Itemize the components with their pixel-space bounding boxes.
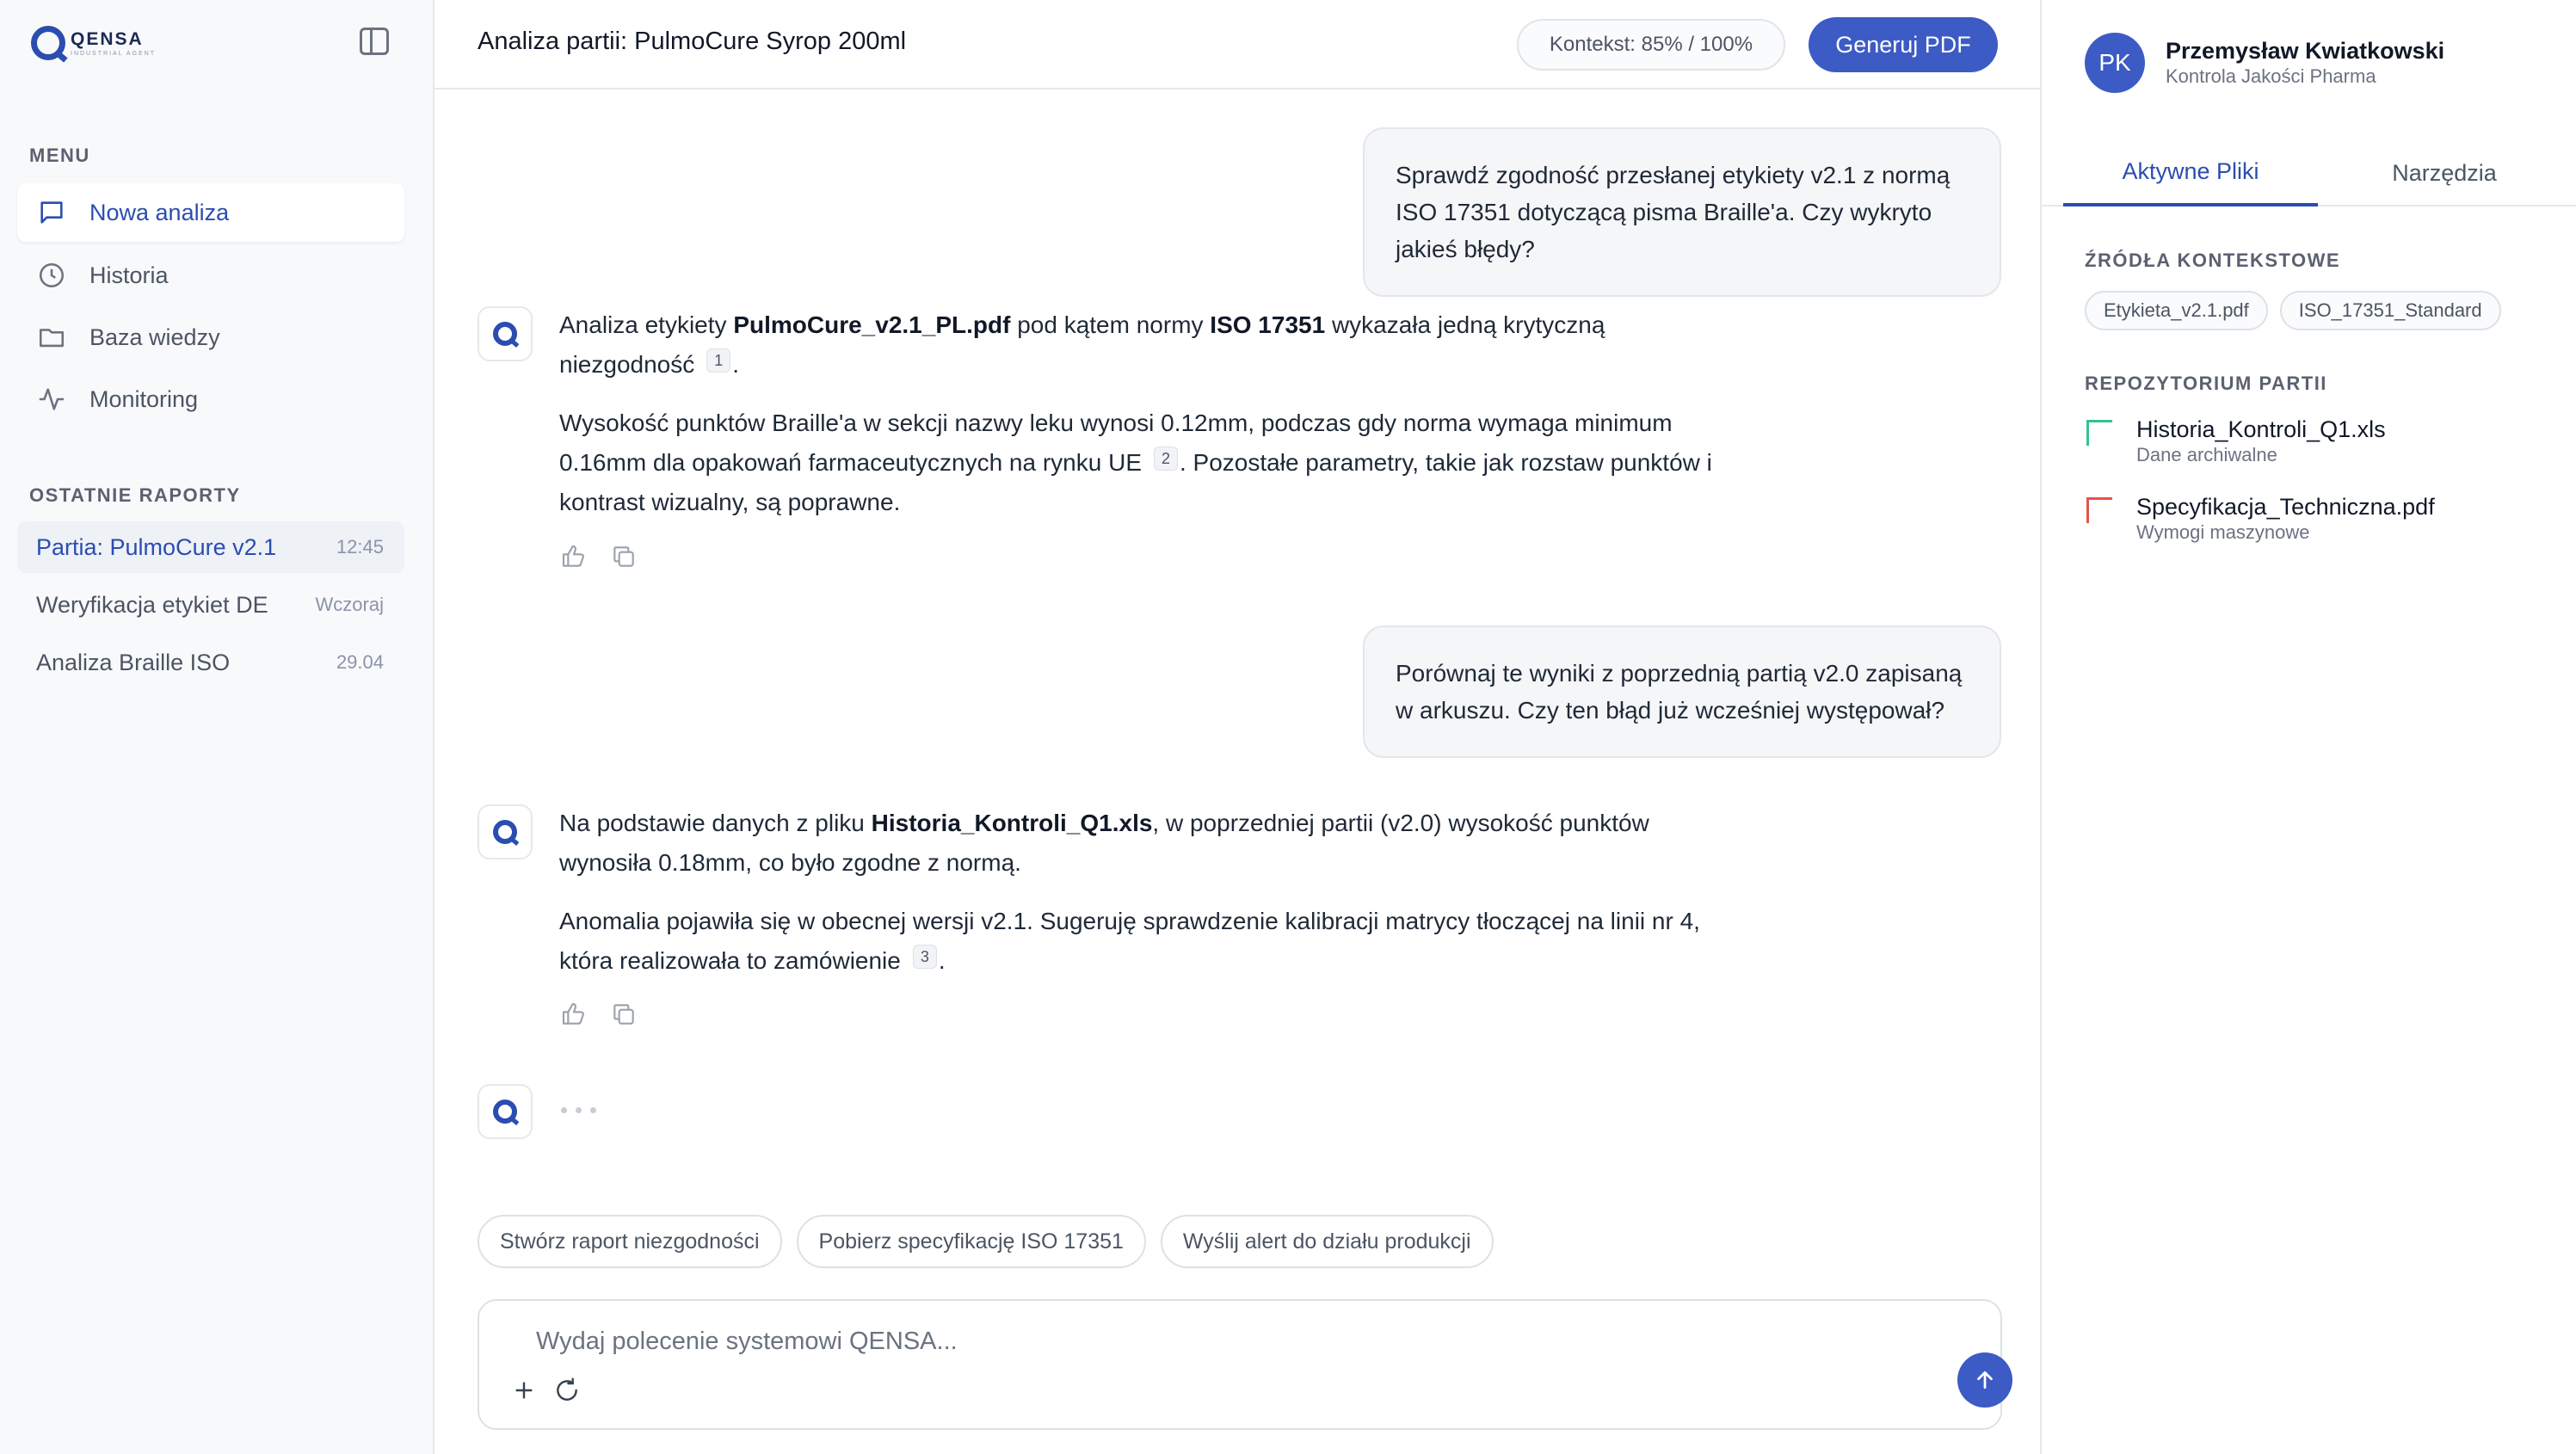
sources-label: ŹRÓDŁA KONTEKSTOWE xyxy=(2085,250,2341,271)
message-text: . xyxy=(732,351,740,378)
suggestion-chip[interactable]: Pobierz specyfikację ISO 17351 xyxy=(797,1215,1146,1268)
arrow-up-icon xyxy=(1972,1367,1998,1393)
main-header xyxy=(434,0,2040,89)
typing-indicator xyxy=(561,1107,596,1113)
file-reference: Historia_Kontroli_Q1.xls xyxy=(871,810,1153,836)
activity-icon xyxy=(36,384,67,415)
report-item[interactable] xyxy=(17,637,404,688)
sidebar-item-label: Monitoring xyxy=(89,385,199,412)
source-tag[interactable]: Etykieta_v2.1.pdf xyxy=(2085,291,2268,330)
qensa-logo-icon xyxy=(493,820,517,844)
send-button[interactable] xyxy=(1957,1352,2012,1408)
sidebar-item-historia[interactable] xyxy=(17,246,404,305)
assistant-message xyxy=(559,804,1712,1000)
typing-dot xyxy=(590,1107,596,1113)
composer-tools xyxy=(508,1375,582,1406)
message-text: pod kątem normy xyxy=(1010,311,1211,338)
logo-tagline: INDUSTRIAL AGENT xyxy=(71,50,157,57)
spreadsheet-file-icon xyxy=(2086,420,2112,446)
user-name: Przemysław Kwiatkowski xyxy=(2166,38,2445,64)
user-role: Kontrola Jakości Pharma xyxy=(2166,65,2376,87)
repository-label: REPOZYTORIUM PARTII xyxy=(2085,373,2327,394)
file-name: Historia_Kontroli_Q1.xls xyxy=(2136,416,2386,442)
suggestion-chip[interactable]: Wyślij alert do działu produkcji xyxy=(1161,1215,1494,1268)
assistant-avatar xyxy=(478,306,533,361)
user-message: Sprawdź zgodność przesłanej etykiety v2.1 z normą ISO 17351 dotyczącą pisma Braille'a. Czy wykryto jakieś błędy? xyxy=(1363,127,2001,297)
context-panel xyxy=(2040,0,2576,1454)
tab-narzedzia[interactable]: Narzędzia xyxy=(2392,159,2497,186)
suggestion-chip[interactable]: Stwórz raport niezgodności xyxy=(478,1215,782,1268)
message-text: wykazała jedną krytyczną niezgodność xyxy=(559,311,1605,378)
report-item[interactable] xyxy=(17,521,404,573)
sidebar-item-monitoring[interactable] xyxy=(17,370,404,428)
message-actions xyxy=(559,1000,638,1029)
plus-icon[interactable] xyxy=(508,1375,539,1406)
report-title: Analiza Braille ISO xyxy=(36,649,231,675)
pdf-file-icon xyxy=(2086,497,2112,523)
generate-pdf-button[interactable]: Generuj PDF xyxy=(1809,17,1998,72)
message-text: . Pozostałe parametry, takie jak rozstaw punktów i kontrast wizualny, są poprawne. xyxy=(559,449,1712,515)
recent-reports-label: OSTATNIE RAPORTY xyxy=(29,484,241,506)
report-time: 29.04 xyxy=(336,651,384,673)
chat-bubble-icon xyxy=(36,197,67,228)
sidebar-item-baza-wiedzy[interactable] xyxy=(17,308,404,367)
assistant-message xyxy=(559,305,1712,541)
sidebar-item-nowa-analiza[interactable] xyxy=(17,183,404,242)
message-text: Na podstawie danych z pliku xyxy=(559,810,872,836)
message-text: Wysokość punktów Braille'a w sekcji nazwy leku wynosi 0.12mm, podczas gdy norma wymaga minimum 0.16mm dla opakowań farmaceutycznych na rynku UE xyxy=(559,410,1673,476)
suggestion-chips xyxy=(478,1215,1494,1268)
logo-q-icon xyxy=(31,26,65,60)
qensa-logo-icon xyxy=(493,322,517,346)
message-actions xyxy=(559,542,638,571)
user-message: Porównaj te wyniki z poprzednią partią v2.0 zapisaną w arkuszu. Czy ten błąd już wcześniej występował? xyxy=(1363,625,2001,758)
report-title: Partia: PulmoCure v2.1 xyxy=(36,533,277,560)
report-time: 12:45 xyxy=(336,536,384,558)
sidebar-item-label: Nowa analiza xyxy=(89,199,230,225)
sidebar-item-label: Historia xyxy=(89,262,169,288)
logo[interactable] xyxy=(31,26,156,60)
thumbs-up-icon[interactable] xyxy=(559,1000,589,1029)
report-item[interactable] xyxy=(17,579,404,631)
file-description: Dane archiwalne xyxy=(2136,444,2277,465)
message-composer xyxy=(478,1299,2002,1430)
page-title: Analiza partii: PulmoCure Syrop 200ml xyxy=(478,28,907,55)
message-text: , w poprzedniej partii (v2.0) wysokość punktów wynosiła 0.18mm, co było zgodne z normą. xyxy=(559,810,1649,876)
report-title: Weryfikacja etykiet DE xyxy=(36,591,268,618)
context-sources xyxy=(2085,291,2501,330)
thumbs-up-icon[interactable] xyxy=(559,542,589,571)
prompt-input[interactable] xyxy=(536,1320,1827,1363)
source-tag[interactable]: ISO_17351_Standard xyxy=(2280,291,2501,330)
context-usage-badge: Kontekst: 85% / 100% xyxy=(1517,19,1785,71)
panel-tabs xyxy=(2042,139,2576,206)
file-reference: PulmoCure_v2.1_PL.pdf xyxy=(733,311,1011,338)
tab-aktywne-pliki[interactable]: Aktywne Pliki xyxy=(2063,139,2318,206)
logo-text: QENSA xyxy=(71,28,144,49)
citation-badge[interactable]: 3 xyxy=(913,945,937,969)
copy-icon[interactable] xyxy=(609,1000,638,1029)
typing-dot xyxy=(576,1107,582,1113)
sidebar-item-label: Baza wiedzy xyxy=(89,323,220,350)
citation-badge[interactable]: 2 xyxy=(1154,447,1178,471)
typing-dot xyxy=(561,1107,567,1113)
assistant-avatar xyxy=(478,804,533,859)
folder-icon xyxy=(36,322,67,353)
avatar[interactable]: PK xyxy=(2085,33,2145,93)
file-description: Wymogi maszynowe xyxy=(2136,521,2310,543)
sidebar-toggle-icon[interactable] xyxy=(360,28,389,55)
citation-badge[interactable]: 1 xyxy=(706,348,730,373)
file-name: Specyfikacja_Techniczna.pdf xyxy=(2136,494,2435,520)
message-text: Analiza etykiety xyxy=(559,311,734,338)
menu-label: MENU xyxy=(29,145,90,166)
norm-reference: ISO 17351 xyxy=(1210,311,1326,338)
refresh-icon[interactable] xyxy=(552,1375,582,1406)
qensa-logo-icon xyxy=(493,1100,517,1124)
clock-icon xyxy=(36,260,67,291)
sidebar xyxy=(0,0,434,1454)
chat-main xyxy=(434,0,2040,1454)
report-time: Wczoraj xyxy=(315,594,384,615)
message-text: Anomalia pojawiła się w obecnej wersji v2.1. Sugeruję sprawdzenie kalibracji matrycy tłoczącej na linii nr 4, która realizowała to zamówienie xyxy=(559,908,1700,974)
assistant-avatar xyxy=(478,1084,533,1139)
copy-icon[interactable] xyxy=(609,542,638,571)
message-text: . xyxy=(938,947,946,974)
